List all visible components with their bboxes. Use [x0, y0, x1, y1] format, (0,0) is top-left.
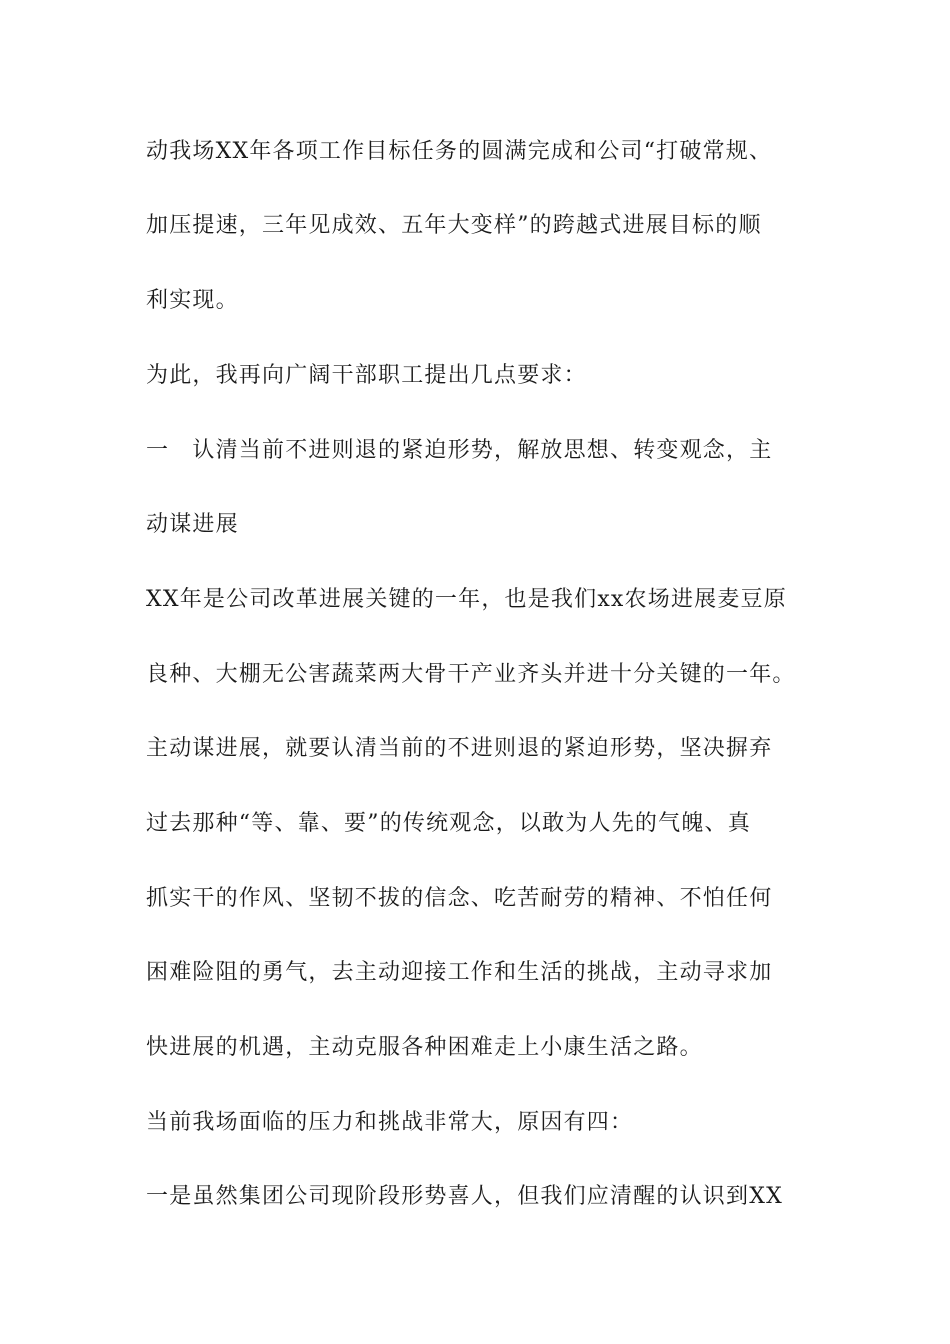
text-line: 动我场XX年各项工作目标任务的圆满完成和公司“打破常规、 — [146, 139, 773, 164]
text-line: 主动谋进展，就要认清当前的不进则退的紧迫形势，坚决摒弃 — [146, 736, 773, 761]
text-line: 过去那种“等、靠、要”的传统观念，以敢为人先的气魄、真 — [146, 811, 751, 836]
section-heading: 动谋进展 — [146, 512, 239, 537]
text-line: 快进展的机遇，主动克服各种困难走上小康生活之路。 — [146, 1035, 703, 1060]
text-line: 良种、大棚无公害蔬菜两大骨干产业齐头并进十分关键的一年。 — [146, 662, 796, 687]
section-heading: 一 认清当前不进则退的紧迫形势，解放思想、转变观念，主 — [146, 438, 773, 463]
text-line: 为此，我再向广阔干部职工提出几点要求： — [146, 363, 587, 388]
text-line: 当前我场面临的压力和挑战非常大，原因有四： — [146, 1110, 634, 1135]
text-line: 困难险阻的勇气，去主动迎接工作和生活的挑战，主动寻求加 — [146, 960, 773, 985]
text-line: 加压提速，三年见成效、五年大变样”的跨越式进展目标的顺 — [146, 213, 762, 238]
text-line: 一是虽然集团公司现阶段形势喜人，但我们应清醒的认识到XX — [146, 1184, 783, 1209]
text-line: XX年是公司改革进展关键的一年，也是我们xx农场进展麦豆原 — [146, 587, 787, 612]
text-line: 利实现。 — [146, 288, 239, 313]
text-line: 抓实干的作风、坚韧不拔的信念、吃苦耐劳的精神、不怕任何 — [146, 886, 773, 911]
